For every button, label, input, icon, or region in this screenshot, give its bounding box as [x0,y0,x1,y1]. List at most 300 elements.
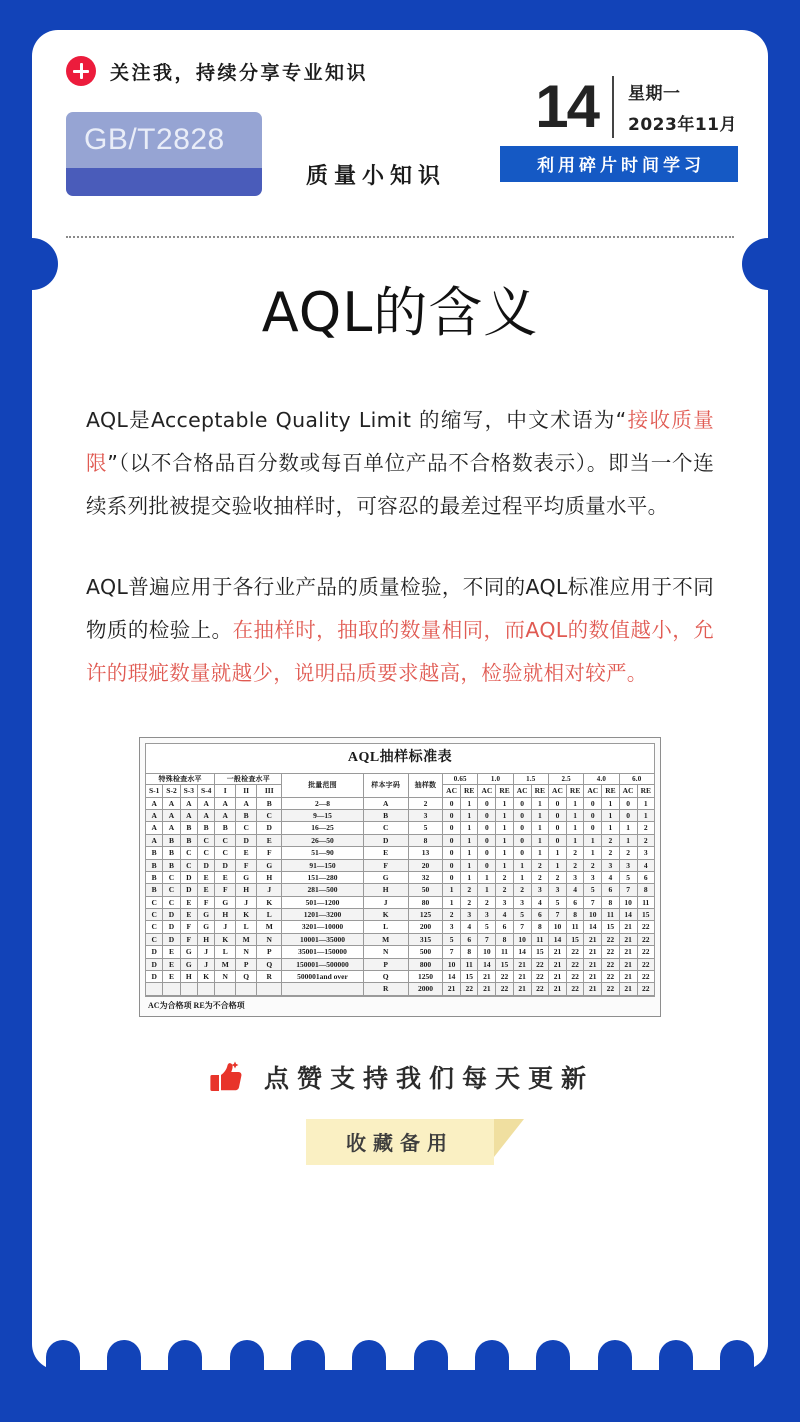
cell-special-level: K [197,970,214,982]
group-header-range: 批量范围 [282,773,363,797]
cell-ac-re: 0 [513,797,531,809]
cell-ac-re: 0 [443,797,461,809]
cell-special-level: C [180,847,197,859]
cell-ac-re: 1 [496,810,513,822]
cell-lot-range: 151—280 [282,871,363,883]
cell-lot-range: 2—8 [282,797,363,809]
cell-sample-size: 32 [408,871,442,883]
cell-general-level: E [215,871,236,883]
cell-ac-re: 22 [496,970,513,982]
cell-ac-re: 22 [602,933,619,945]
table-row [146,810,655,822]
cell-ac-re: 0 [443,822,461,834]
cell-general-level: Q [236,970,257,982]
table-row [146,896,655,908]
cell-special-level: B [163,834,180,846]
cell-ac-re: 2 [602,847,619,859]
cell-ac-re: 22 [637,958,654,970]
cell-special-level: B [146,884,163,896]
cell-ac-re: 6 [531,909,548,921]
cell-general-level: N [215,970,236,982]
cell-general-level: J [257,884,282,896]
ac-re-col-header: AC [548,785,566,797]
cell-special-level: A [197,797,214,809]
cell-special-level: C [197,847,214,859]
cell-general-level: B [236,810,257,822]
cell-ac-re: 1 [461,810,478,822]
group-header-special: 特殊检查水平 [146,773,215,785]
cell-ac-re: 5 [513,909,531,921]
cell-ac-re: 2 [584,859,602,871]
cell-sample-code: G [363,871,408,883]
ac-re-col-header: AC [619,785,637,797]
cell-ac-re: 1 [496,834,513,846]
cell-ac-re: 11 [461,958,478,970]
cell-general-level: F [215,884,236,896]
cell-ac-re: 10 [548,921,566,933]
cell-general-level [236,983,257,995]
cell-special-level: A [146,810,163,822]
cell-special-level: A [180,797,197,809]
standard-logo-block [66,112,262,196]
cell-special-level [163,983,180,995]
save-ribbon-label: 收藏备用 [346,1130,454,1155]
cell-ac-re: 22 [602,970,619,982]
cell-lot-range: 281—500 [282,884,363,896]
standard-logo-label: GB/T2828 [84,123,225,156]
cell-sample-code: M [363,933,408,945]
cell-lot-range: 3201—10000 [282,921,363,933]
cell-sample-code: N [363,946,408,958]
cell-ac-re: 15 [496,958,513,970]
scallop-notch [414,1340,448,1370]
cell-sample-size: 315 [408,933,442,945]
cell-special-level: C [163,896,180,908]
cell-sample-code: R [363,983,408,995]
cell-general-level: L [257,909,282,921]
cell-lot-range: 500001and over [282,970,363,982]
cell-ac-re: 0 [443,834,461,846]
cell-ac-re: 1 [443,896,461,908]
cell-lot-range: 1201—3200 [282,909,363,921]
cell-ac-re: 21 [513,970,531,982]
cell-ac-re: 3 [443,921,461,933]
group-header-general: 一般检查水平 [215,773,282,785]
cell-general-level: C [215,834,236,846]
table-title-row [146,744,655,774]
cell-special-level: D [146,970,163,982]
cell-lot-range: 10001—35000 [282,933,363,945]
cell-ac-re: 3 [566,871,583,883]
cell-sample-code: D [363,834,408,846]
cell-ac-re: 10 [443,958,461,970]
subtitle-label: 质量小知识 [306,164,447,189]
cell-ac-re: 6 [461,933,478,945]
ribbon-wrap [32,1119,768,1165]
table-row [146,909,655,921]
page-title: AQL的含义 [261,281,539,344]
cell-general-level: D [215,859,236,871]
save-ribbon[interactable] [306,1119,494,1165]
cell-lot-range: 9—15 [282,810,363,822]
cell-ac-re: 1 [461,859,478,871]
cell-ac-re: 21 [584,946,602,958]
cell-special-level: E [180,896,197,908]
cell-ac-re: 0 [584,822,602,834]
scallop-notch [168,1340,202,1370]
date-divider [612,76,614,138]
cell-ac-re: 1 [513,859,531,871]
cell-ac-re: 3 [531,884,548,896]
ticket-card [32,30,768,1370]
group-header-size: 抽样数 [408,773,442,797]
cell-general-level [257,983,282,995]
cell-general-level: H [215,909,236,921]
cell-ac-re: 3 [619,859,637,871]
cell-special-level: A [163,810,180,822]
cell-ac-re: 21 [619,933,637,945]
cell-lot-range: 150001—500000 [282,958,363,970]
cell-ac-re: 22 [637,933,654,945]
cell-sample-size: 500 [408,946,442,958]
cell-ac-re: 4 [637,859,654,871]
ac-re-col-header: RE [461,785,478,797]
day-number: 14 [535,73,598,141]
cell-special-level: G [180,946,197,958]
cell-general-level: A [215,797,236,809]
cell-ac-re: 4 [461,921,478,933]
date-top-row [500,73,738,141]
cell-sample-code: H [363,884,408,896]
cell-ac-re: 1 [496,822,513,834]
cell-special-level: F [180,933,197,945]
cell-ac-re: 2 [566,859,583,871]
cell-ac-re: 22 [531,983,548,995]
cell-special-level: C [163,884,180,896]
cell-sample-size: 50 [408,884,442,896]
cell-special-level: D [163,921,180,933]
cell-lot-range: 16—25 [282,822,363,834]
cell-ac-re: 2 [443,909,461,921]
cell-ac-re: 1 [496,859,513,871]
cell-ac-re: 21 [478,970,496,982]
cell-ac-re: 2 [478,896,496,908]
cell-ac-re: 2 [566,847,583,859]
cell-ac-re: 21 [548,958,566,970]
cell-general-level: N [236,946,257,958]
cell-ac-re: 22 [531,958,548,970]
cell-ac-re: 3 [548,884,566,896]
cell-ac-re: 2 [637,834,654,846]
cell-ac-re: 1 [531,810,548,822]
cell-ac-re: 0 [478,834,496,846]
cell-ac-re: 2 [531,871,548,883]
cell-ac-re: 1 [496,797,513,809]
cell-ac-re: 11 [566,921,583,933]
cell-general-level: C [236,822,257,834]
body-text: ”（以不合格品百分数或每百单位产品不合格数表示）。即当一个连续系列批被提交验收抽样时，可容忍的最差过程平均质量水平。 [86,451,714,518]
cell-ac-re: 0 [548,834,566,846]
cell-special-level: J [197,958,214,970]
cell-ac-re: 10 [619,896,637,908]
general-level-col-header: I [215,785,236,797]
cell-ac-re: 4 [496,909,513,921]
cell-ac-re: 3 [584,871,602,883]
cell-special-level: C [163,871,180,883]
cell-special-level: D [163,909,180,921]
standard-logo-top [66,112,262,168]
ac-re-col-header: AC [513,785,531,797]
scallop-notch [475,1340,509,1370]
cell-ac-re: 2 [531,859,548,871]
cell-ac-re: 0 [513,810,531,822]
cell-ac-re: 0 [478,797,496,809]
cell-sample-code: B [363,810,408,822]
cell-ac-re: 5 [478,921,496,933]
cell-ac-re: 3 [461,909,478,921]
cell-ac-re: 1 [478,871,496,883]
cell-general-level: M [215,958,236,970]
cell-ac-re: 1 [637,797,654,809]
cell-ac-re: 5 [584,884,602,896]
cell-ac-re: 22 [531,970,548,982]
cell-ac-re: 2 [619,847,637,859]
standard-logo-bottom [66,168,262,196]
cell-general-level: P [236,958,257,970]
cell-ac-re: 0 [478,859,496,871]
cell-ac-re: 22 [637,921,654,933]
cell-general-level: F [257,847,282,859]
cell-sample-size: 8 [408,834,442,846]
date-right [628,79,738,135]
cell-ac-re: 8 [531,921,548,933]
cell-special-level: A [146,834,163,846]
cell-ac-re: 21 [584,983,602,995]
cell-ac-re: 1 [513,871,531,883]
cell-ac-re: 10 [513,933,531,945]
cell-sample-size: 3 [408,810,442,822]
scallop-notch [107,1340,141,1370]
scallop-notch [659,1340,693,1370]
special-level-col-header: S-3 [180,785,197,797]
cell-special-level: C [146,921,163,933]
cell-ac-re: 8 [566,909,583,921]
body-text: AQL是Acceptable Quality Limit 的缩写，中文术语为“ [86,408,627,432]
cell-special-level [197,983,214,995]
cell-ac-re: 5 [619,871,637,883]
cell-general-level: R [257,970,282,982]
cell-ac-re: 3 [637,847,654,859]
cell-general-level: E [236,847,257,859]
cell-ac-re: 11 [602,909,619,921]
cell-ac-re: 4 [531,896,548,908]
cell-general-level: G [257,859,282,871]
cell-ac-re: 5 [548,896,566,908]
cell-ac-re: 11 [531,933,548,945]
cell-sample-code: L [363,921,408,933]
year-month-label: 2023年11月 [628,115,737,135]
cell-ac-re: 2 [548,871,566,883]
cell-special-level: E [180,909,197,921]
cell-ac-re: 1 [548,847,566,859]
cell-ac-re: 4 [566,884,583,896]
cell-special-level: G [197,909,214,921]
cell-ac-re: 6 [566,896,583,908]
cell-general-level: M [257,921,282,933]
cell-general-level: D [236,834,257,846]
cell-ac-re: 8 [637,884,654,896]
ac-re-col-header: RE [496,785,513,797]
cell-ac-re: 21 [619,921,637,933]
cell-special-level [146,983,163,995]
date-block [500,73,738,182]
cell-lot-range: 51—90 [282,847,363,859]
cell-ac-re: 22 [637,983,654,995]
cell-special-level: H [197,933,214,945]
cell-special-level: B [163,847,180,859]
cell-special-level: A [180,810,197,822]
cell-general-level: C [257,810,282,822]
cell-sample-code: C [363,822,408,834]
cell-ac-re: 1 [584,834,602,846]
cell-ac-re: 0 [478,810,496,822]
cell-ac-re: 22 [602,983,619,995]
cell-ac-re: 1 [531,797,548,809]
cell-ac-re: 14 [513,946,531,958]
cell-sample-size: 800 [408,958,442,970]
aql-level-header: 6.0 [619,773,654,785]
cell-ac-re: 1 [602,822,619,834]
scallop-notch [230,1340,264,1370]
cell-ac-re: 6 [496,921,513,933]
cell-sample-size: 80 [408,896,442,908]
cell-special-level: J [197,946,214,958]
cell-ac-re: 21 [513,983,531,995]
cell-ac-re: 7 [548,909,566,921]
cell-sample-size: 5 [408,822,442,834]
cell-general-level: H [257,871,282,883]
cell-sample-code: A [363,797,408,809]
cell-ac-re: 7 [478,933,496,945]
cell-special-level: C [146,896,163,908]
cell-ac-re: 15 [566,933,583,945]
cell-general-level: L [215,946,236,958]
cell-ac-re: 22 [566,970,583,982]
cell-ac-re: 2 [461,896,478,908]
plus-circle-icon[interactable] [66,56,96,86]
cell-special-level: C [197,834,214,846]
table-group-header-row [146,773,655,785]
cell-ac-re: 21 [619,958,637,970]
cell-ac-re: 0 [548,797,566,809]
cell-ac-re: 10 [584,909,602,921]
cell-ac-re: 10 [478,946,496,958]
cell-ac-re: 22 [566,946,583,958]
highlighted-text: 在抽样时，抽取的数量相同，而AQL的数值越小，允许的瑕疵数量就越少，说明品质要求越高，检验就相对较严。 [86,618,714,685]
cell-special-level: E [163,958,180,970]
cell-ac-re: 14 [584,921,602,933]
body-copy [32,399,768,695]
cell-lot-range: 501—1200 [282,896,363,908]
cell-sample-code: Q [363,970,408,982]
cell-ac-re: 22 [637,946,654,958]
cell-ac-re: 1 [531,822,548,834]
cell-ac-re: 22 [461,983,478,995]
ac-re-col-header: RE [566,785,583,797]
ac-re-col-header: AC [478,785,496,797]
cell-ac-re: 21 [513,958,531,970]
cell-ac-re: 7 [619,884,637,896]
cell-ac-re: 1 [548,859,566,871]
table-row [146,933,655,945]
cell-special-level: C [180,859,197,871]
cell-ac-re: 15 [461,970,478,982]
special-level-col-header: S-2 [163,785,180,797]
cell-general-level: K [215,933,236,945]
cell-special-level: A [146,822,163,834]
cell-special-level: E [197,871,214,883]
cell-lot-range [282,983,363,995]
table-row [146,847,655,859]
cell-special-level: B [146,847,163,859]
aql-level-header: 1.0 [478,773,513,785]
cell-ac-re: 21 [443,983,461,995]
cell-special-level: D [197,859,214,871]
table-row [146,884,655,896]
cell-special-level: D [180,871,197,883]
cell-general-level: K [236,909,257,921]
body-text: AQL普遍应用于各行业产品的质量检验，不同的AQL标准应用于不同物质的检验上。 [86,575,714,642]
cell-special-level: B [146,871,163,883]
thumbs-up-icon [206,1057,246,1097]
table-row [146,871,655,883]
cell-special-level: F [197,896,214,908]
table-row [146,958,655,970]
cell-ac-re: 21 [548,983,566,995]
cell-general-level: F [236,859,257,871]
cell-ac-re: 3 [478,909,496,921]
scallop-notch [598,1340,632,1370]
ac-re-col-header: RE [602,785,619,797]
aql-table-note: AC为合格项 RE为不合格项 [145,996,655,1013]
cell-ac-re: 0 [584,810,602,822]
cell-ac-re: 0 [513,847,531,859]
scalloped-edge [32,1340,768,1370]
cell-sample-size: 13 [408,847,442,859]
cell-ac-re: 1 [461,834,478,846]
cell-ac-re: 0 [513,822,531,834]
ac-re-col-header: RE [637,785,654,797]
cell-ac-re: 1 [566,822,583,834]
cell-general-level: L [236,921,257,933]
cell-sample-code: E [363,847,408,859]
cell-general-level: B [257,797,282,809]
group-header-code: 样本字码 [363,773,408,797]
cell-ac-re: 2 [496,871,513,883]
aql-table-head [146,744,655,798]
cell-ac-re: 0 [513,834,531,846]
cell-general-level: M [236,933,257,945]
cell-general-level [215,983,236,995]
cell-ac-re: 0 [584,797,602,809]
cell-ac-re: 1 [531,847,548,859]
cell-sample-code: K [363,909,408,921]
cell-special-level: A [163,822,180,834]
special-level-col-header: S-1 [146,785,163,797]
cell-ac-re: 11 [496,946,513,958]
cell-ac-re: 1 [566,810,583,822]
cell-special-level: A [197,810,214,822]
